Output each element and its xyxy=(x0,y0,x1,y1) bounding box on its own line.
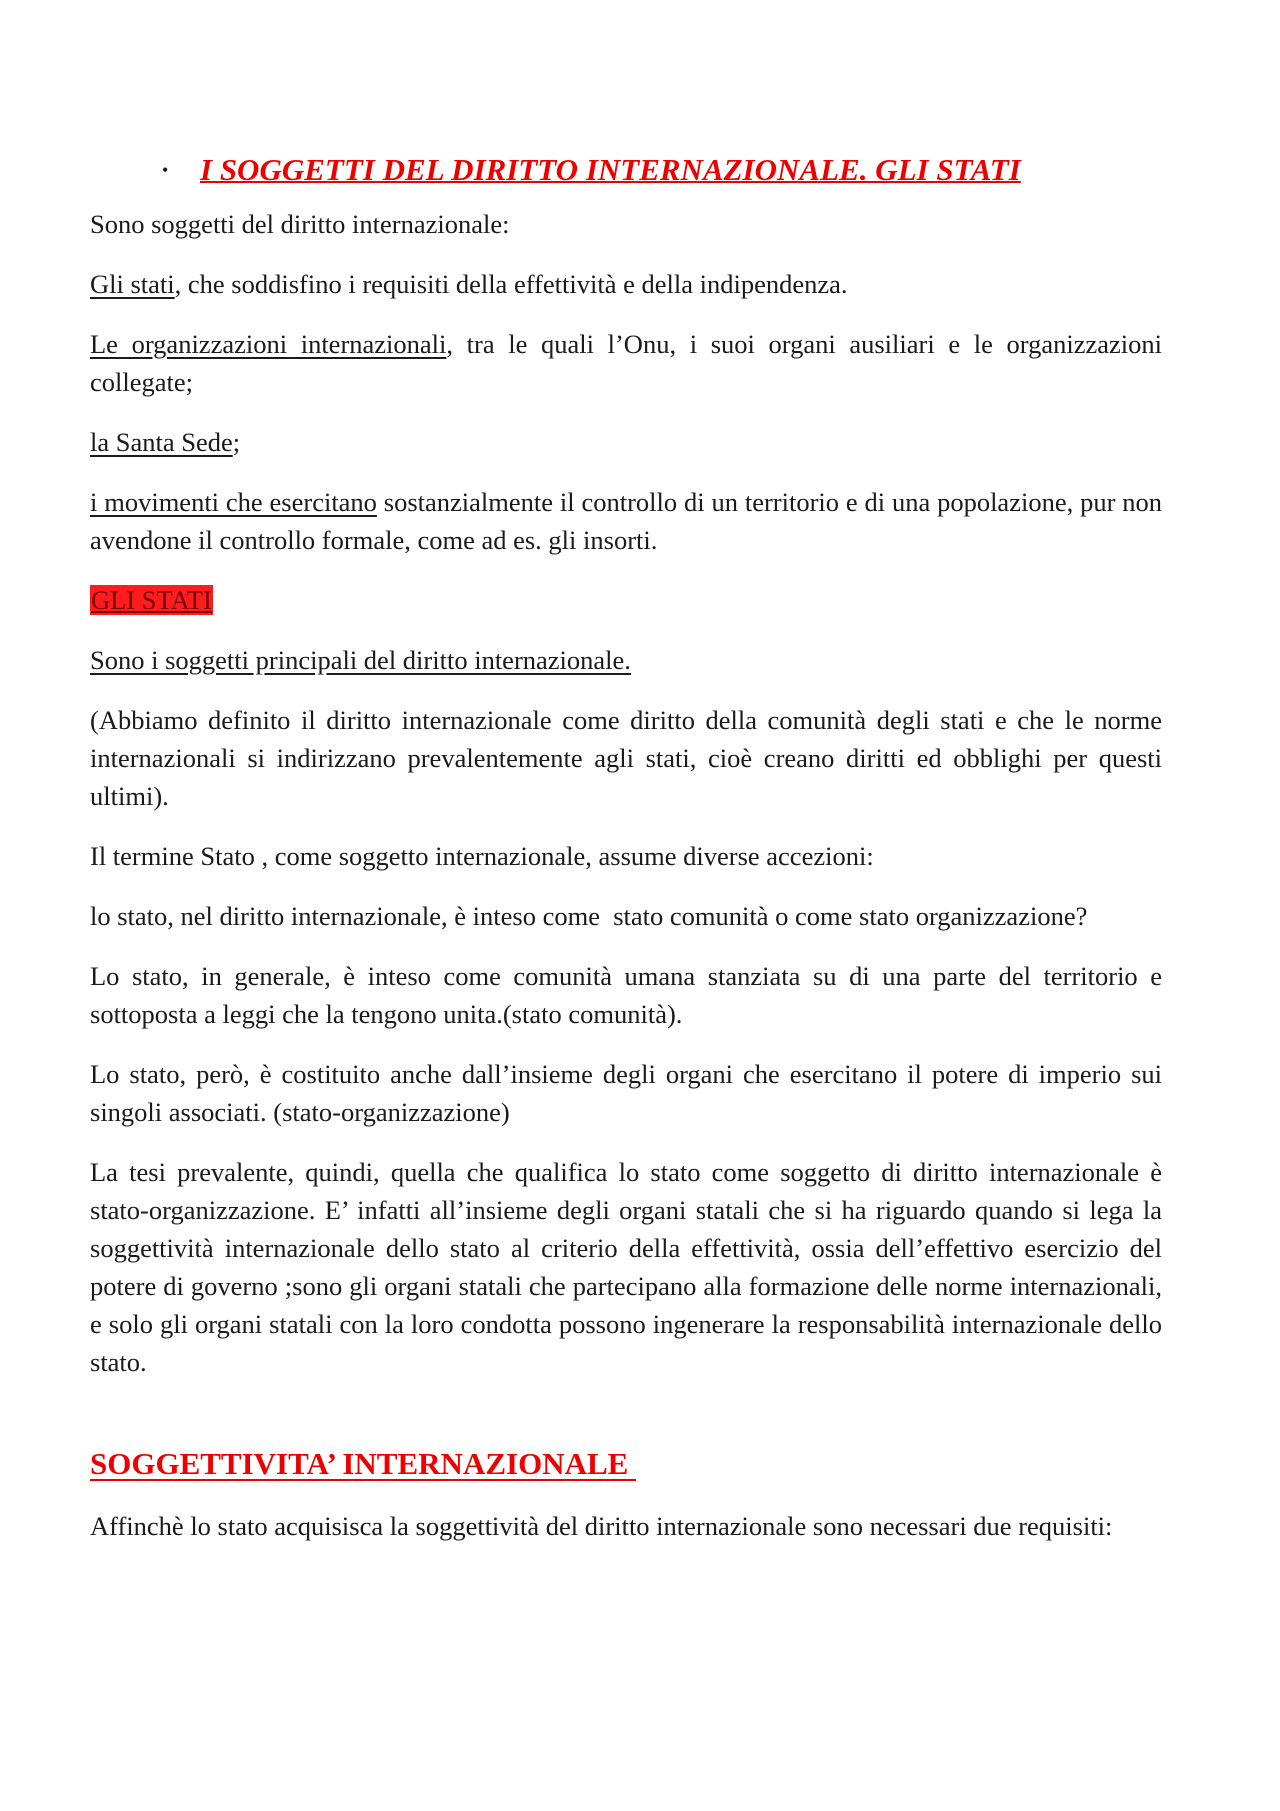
subject-text: ; xyxy=(232,427,241,457)
subject-term: i movimenti che esercitano xyxy=(90,487,377,517)
body-paragraph: La tesi prevalente, quindi, quella che qualifica lo stato come soggetto di diritto internazionale è stato-organizzazione. E’ infatti all’insieme degli organi statali che si ha riguardo quando si lega la soggettività internazionale dello stato al criterio della effettività, ossia dell’effettivo esercizio del potere di governo ;sono gli organi statali che partecipano alla formazione delle norme internazionali, e solo gli organi statali con la loro condotta possono ingenerare la responsabilità internazionale dello stato. xyxy=(90,1157,1162,1377)
subject-item xyxy=(90,265,1162,303)
final-paragraph: Affinchè lo stato acquisisca la soggettività del diritto internazionale sono necessari due requisiti: xyxy=(90,1511,1113,1541)
body-paragraph: Lo stato, però, è costituito anche dall’insieme degli organi che esercitano il potere di imperio sui singoli associati. (stato-organizzazione) xyxy=(90,1059,1162,1127)
principal-subjects-line xyxy=(90,641,1162,679)
section-heading: SOGGETTIVITA’ INTERNAZIONALE xyxy=(90,1446,637,1481)
subject-item xyxy=(90,325,1162,401)
subject-text: sostanzialmente il controllo di un territorio e di una popolazione, pur non avendone il controllo formale, come ad es. gli insorti. xyxy=(90,487,1162,555)
subject-item xyxy=(90,483,1162,559)
principal-subjects-text: Sono i soggetti principali del diritto internazionale. xyxy=(90,645,631,675)
body-paragraph: lo stato, nel diritto internazionale, è inteso come stato comunità o come stato organizzazione? xyxy=(90,901,1088,931)
gli-stati-heading: GLI STATI xyxy=(91,585,212,615)
bullet-icon: • xyxy=(162,160,169,180)
subject-text: , tra le quali l’Onu, i suoi organi ausiliari e le organizzazioni collegate; xyxy=(90,329,1162,397)
subject-term: la Santa Sede xyxy=(90,427,233,457)
document-title: I SOGGETTI DEL DIRITTO INTERNAZIONALE. GLI STATI xyxy=(200,152,1021,187)
body-paragraph: Lo stato, in generale, è inteso come comunità umana stanziata su di una parte del territorio e sottoposta a leggi che la tengono unita.(stato comunità). xyxy=(90,961,1162,1029)
body-paragraph: (Abbiamo definito il diritto internazionale come diritto della comunità degli stati e che le norme internazionali si indirizzano prevalentemente agli stati, cioè creano diritti ed obblighi per questi ultimi). xyxy=(90,705,1162,811)
subject-item xyxy=(90,423,1162,461)
subject-term: Gli stati xyxy=(90,269,175,299)
subject-term: Le organizzazioni internazionali xyxy=(90,329,447,359)
document-body xyxy=(90,150,1162,1567)
subject-text: , che soddisfino i requisiti della effettività e della indipendenza. xyxy=(174,269,848,299)
title-row xyxy=(90,150,1162,191)
gli-stati-heading-row xyxy=(90,581,1162,619)
intro-paragraph: Sono soggetti del diritto internazionale: xyxy=(90,209,510,239)
body-paragraph: Il termine Stato , come soggetto internazionale, assume diverse accezioni: xyxy=(90,841,874,871)
